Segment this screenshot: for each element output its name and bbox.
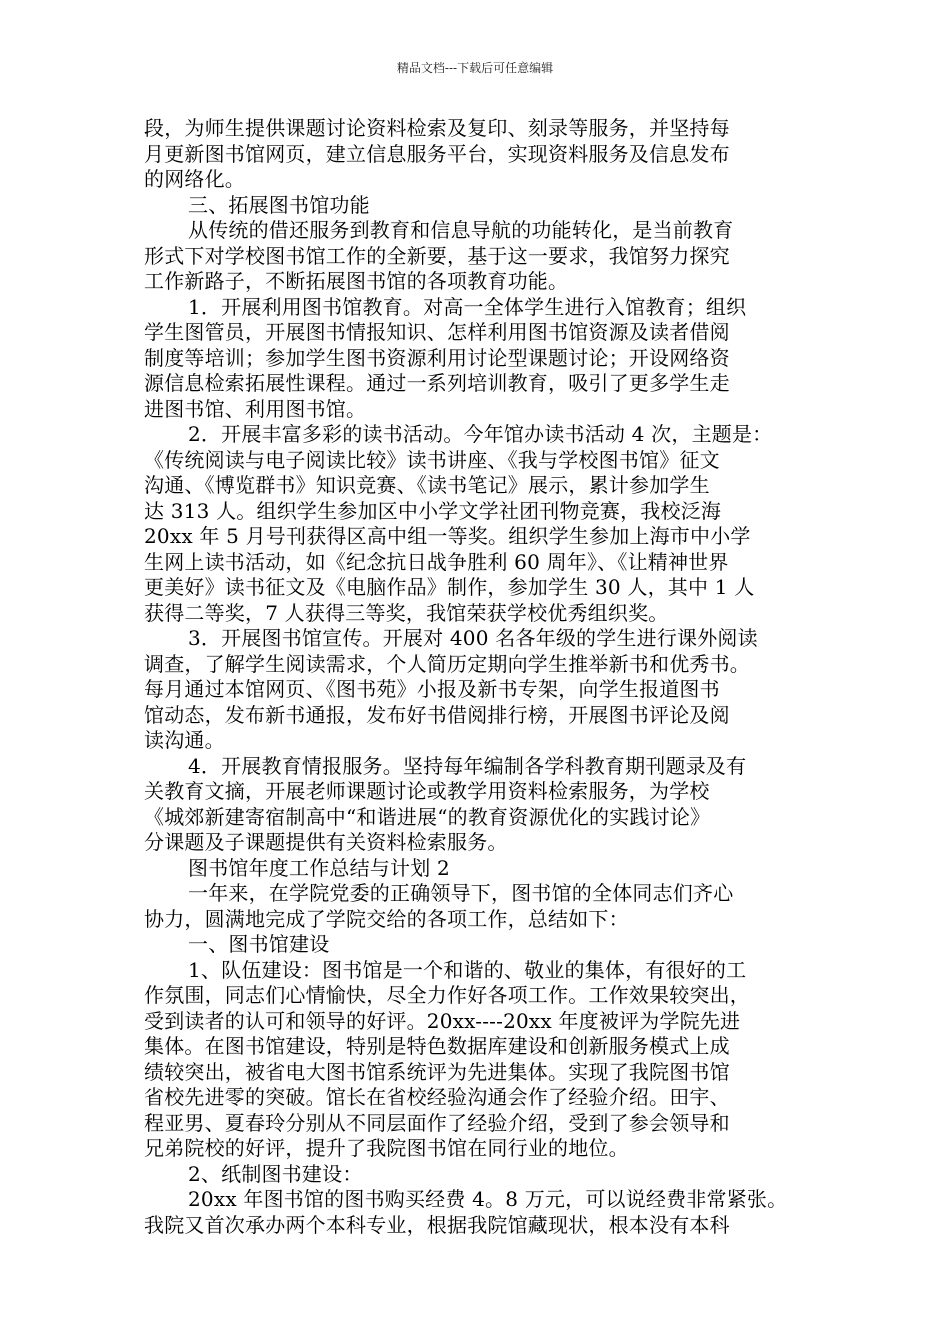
text-line: 2．开展丰富多彩的读书活动。今年馆办读书活动 4 次，主题是： [188,422,773,446]
text-line: 读沟通。 [144,728,225,752]
text-line: 的网络化。 [144,167,245,191]
text-line: 获得二等奖，7 人获得三等奖，我馆荣获学校优秀组织奖。 [144,600,669,625]
text-line: 月更新图书馆网页，建立信息服务平台，实现资料服务及信息发布 [144,141,730,166]
text-line: 4．开展教育情报服务。坚持每年编制各学科教育期刊题录及有 [188,753,747,778]
text-line: 20xx 年图书馆的图书购买经费 4。8 万元，可以说经费非常紧张。 [188,1187,788,1211]
text-line: 进图书馆、利用图书馆。 [144,396,367,421]
text-line: 我院又首次承办两个本科专业，根据我院馆藏现状，根本没有本科 [144,1212,730,1237]
text-line: 源信息检索拓展性课程。通过一系列培训教育，吸引了更多学生走 [144,371,730,395]
text-line: 作氛围，同志们心情愉快，尽全力作好各项工作。工作效果较突出， [144,983,750,1007]
text-line: 工作新路子，不断拓展图书馆的各项教育功能。 [144,269,569,293]
document-body [144,116,824,1238]
text-line: 集体。在图书馆建设，特别是特色数据库建设和创新服务模式上成 [144,1034,730,1058]
text-line: 一、图书馆建设 [188,932,330,956]
text-line: 兄弟院校的好评，提升了我院图书馆在同行业的地位。 [144,1136,629,1160]
text-line: 从传统的借还服务到教育和信息导航的功能转化，是当前教育 [188,218,734,242]
text-line: 受到读者的认可和领导的好评。20xx----20xx 年度被评为学院先进 [144,1008,741,1033]
text-line: 省校先进零的突破。馆长在省校经验沟通会作了经验介绍。田宇、 [144,1085,730,1109]
text-line: 达 313 人。组织学生参加区中小学文学社团刊物竞赛，我校泛海 [144,498,722,523]
text-line: 沟通、《博览群书》知识竞赛、《读书笔记》展示，累计参加学生 [144,473,710,497]
text-line: 《传统阅读与电子阅读比较》读书讲座、《我与学校图书馆》征文 [144,447,720,472]
text-line: 一年来，在学院党委的正确领导下，图书馆的全体同志们齐心 [188,881,734,905]
text-line: 1．开展利用图书馆教育。对高一全体学生进行入馆教育；组织 [188,294,747,319]
text-line: 图书馆年度工作总结与计划 2 [188,855,450,880]
text-line: 段，为师生提供课题讨论资料检索及复印、刻录等服务，并坚持每 [144,116,730,140]
text-line: 程亚男、夏春玲分别从不同层面作了经验介绍，受到了参会领导和 [144,1110,730,1135]
text-line: 制度等培训；参加学生图书资源利用讨论型课题讨论；开设网络资 [144,345,730,370]
text-line: 生网上读书活动，如《纪念抗日战争胜利 60 周年》、《让精神世界 [144,549,729,574]
text-line: 《城郊新建寄宿制高中“和谐进展“的教育资源优化的实践讨论》 [144,804,711,829]
text-line: 调查，了解学生阅读需求，个人简历定期向学生推举新书和优秀书。 [144,651,750,676]
text-line: 馆动态，发布新书通报，发布好书借阅排行榜，开展图书评论及阅 [144,702,730,727]
text-line: 1、队伍建设：图书馆是一个和谐的、敬业的集体，有很好的工 [188,957,747,982]
text-line: 更美好》读书征文及《电脑作品》制作，参加学生 30 人，其中 1 人 [144,575,755,599]
text-line: 分课题及子课题提供有关资料检索服务。 [144,830,508,854]
text-line: 协力，圆满地完成了学院交给的各项工作，总结如下： [144,906,629,931]
page-header: 精品文档---下载后可任意编辑 [396,61,554,75]
text-line: 学生图管员，开展图书情报知识、怎样利用图书馆资源及读者借阅 [144,320,730,344]
text-line: 关教育文摘，开展老师课题讨论或教学用资料检索服务，为学校 [144,779,710,803]
text-line: 绩较突出，被省电大图书馆系统评为先进集体。实现了我院图书馆 [144,1059,730,1084]
text-line: 3．开展图书馆宣传。开展对 400 名各年级的学生进行课外阅读 [188,626,758,650]
text-line: 20xx 年 5 月号刊获得区高中组一等奖。组织学生参加上海市中小学 [144,524,751,548]
text-line: 每月通过本馆网页、《图书苑》小报及新书专架，向学生报道图书 [144,677,720,701]
text-line: 2、纸制图书建设： [188,1161,363,1186]
text-line: 形式下对学校图书馆工作的全新要，基于这一要求，我馆努力探究 [144,243,730,268]
text-line: 三、拓展图书馆功能 [188,192,370,217]
